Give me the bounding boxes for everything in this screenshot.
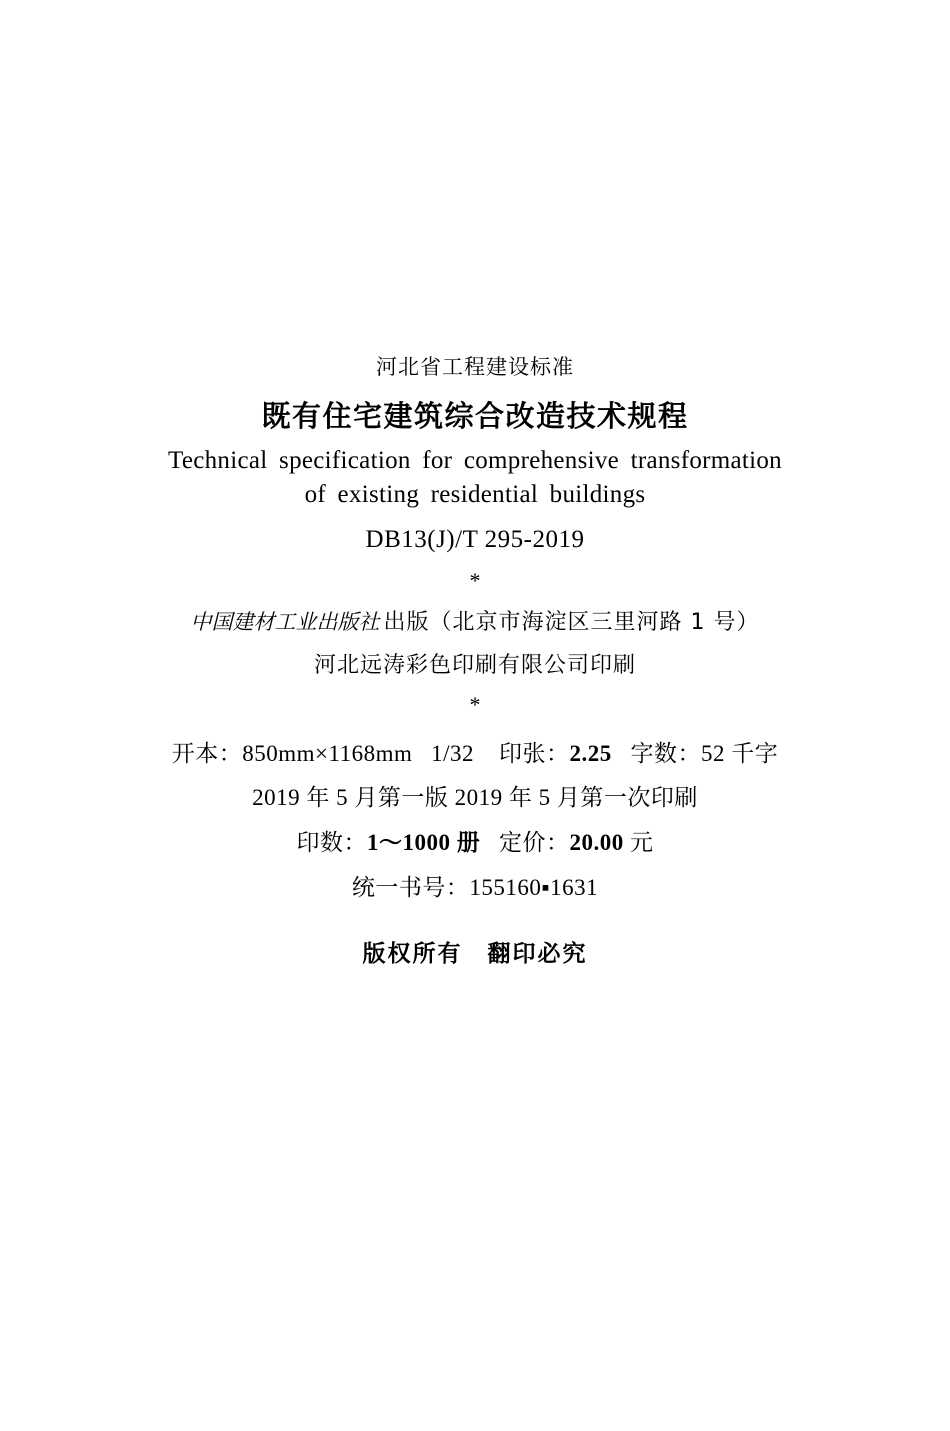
sheets-label: 印张： bbox=[499, 740, 570, 766]
isbn-value: 155160▪1631 bbox=[469, 875, 599, 901]
document-title-chinese: 既有住宅建筑综合改造技术规程 bbox=[261, 399, 689, 434]
isbn-line bbox=[0, 866, 950, 911]
specification-format-line bbox=[0, 732, 950, 777]
print-run-price-line bbox=[0, 821, 950, 866]
format-fraction: 1/32 bbox=[431, 740, 475, 766]
publisher-line bbox=[0, 608, 950, 639]
print-run-label: 印数： bbox=[296, 830, 367, 856]
separator-asterisk-bottom: * bbox=[469, 691, 481, 717]
price-label: 定价： bbox=[499, 830, 570, 856]
separator-asterisk-top: * bbox=[469, 567, 481, 593]
copyright-notice: 版权所有 翻印必究 bbox=[362, 940, 588, 967]
publisher-name: 中国建材工业出版社 bbox=[190, 609, 380, 634]
standard-organization-line: 河北省工程建设标准 bbox=[376, 355, 574, 379]
colophon-block bbox=[0, 355, 950, 968]
printer-line: 河北远涛彩色印刷有限公司印刷 bbox=[313, 652, 636, 678]
price-unit: 元 bbox=[630, 830, 654, 856]
edition-line bbox=[0, 776, 950, 821]
sheets-value: 2.25 bbox=[569, 740, 612, 766]
standard-code: DB13(J)/T 295-2019 bbox=[365, 525, 585, 553]
publisher-address: 出版（北京市海淀区三里河路 1 号） bbox=[383, 609, 760, 635]
print-run-value: 1～1000 册 bbox=[367, 830, 481, 856]
document-title-english-line2: of existing residential buildings bbox=[304, 481, 646, 509]
format-label: 开本： bbox=[171, 740, 243, 766]
edition-text: 2019 年 5 月第一版 2019 年 5 月第一次印刷 bbox=[252, 785, 698, 811]
format-value: 850mm×1168mm bbox=[242, 740, 413, 766]
document-title-english-line1: Technical specification for comprehensive transformation bbox=[168, 447, 782, 475]
price-value: 20.00 bbox=[569, 830, 624, 856]
isbn-label: 统一书号： bbox=[351, 875, 470, 901]
words-value: 52 千字 bbox=[701, 740, 779, 766]
words-label: 字数： bbox=[630, 740, 702, 766]
